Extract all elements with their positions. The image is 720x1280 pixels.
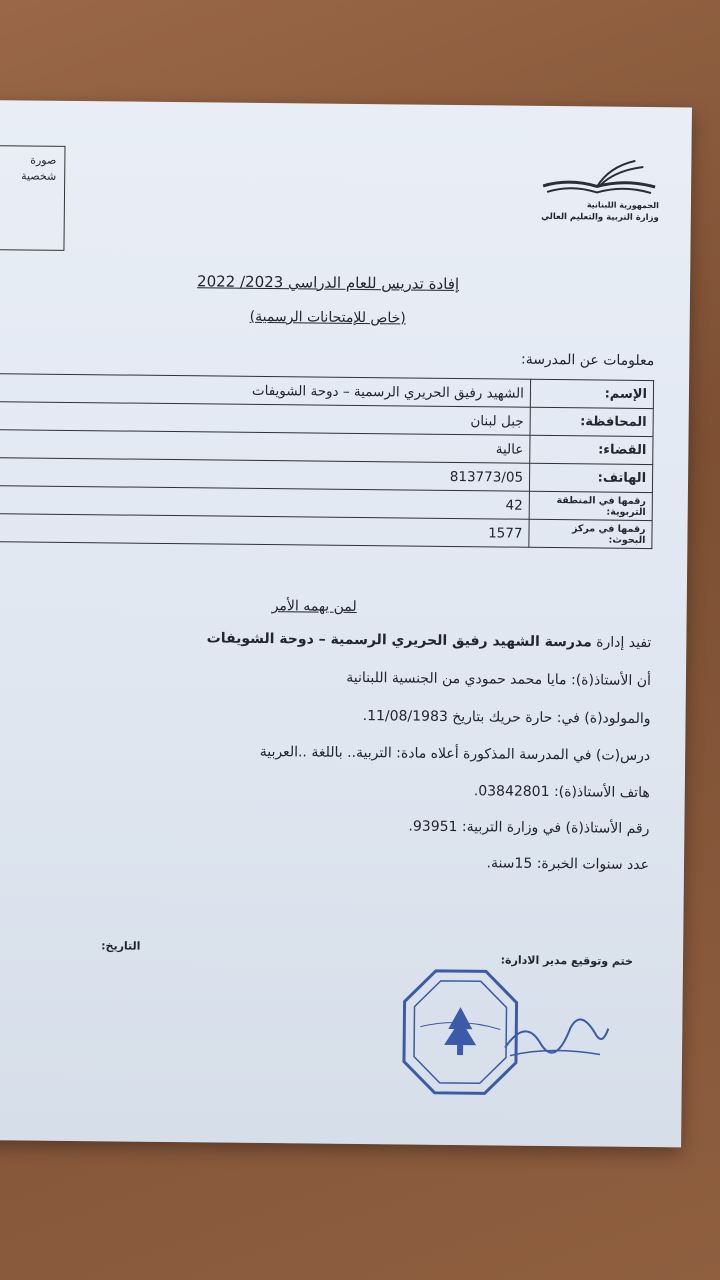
table-row [0,513,652,548]
school-info-label: معلومات عن المدرسة: [520,351,655,370]
document-subtitle: (خاص للإمتحانات الرسمية) [249,308,406,327]
row-label: القضاء: [530,435,653,464]
signature-scribble [500,998,611,1069]
cedar-icon [444,1007,476,1045]
body-line-teacher: أن الأستاذ(ة): مايا محمد حمودي من الجنسية اللبنانية [346,669,652,690]
row-value: الشهيد رفيق الحريري الرسمية – دوحة الشويفات [0,373,531,407]
row-label: المحافظة: [530,407,653,436]
row-label: الهاتف: [529,463,652,492]
personal-photo-box [0,145,66,251]
ministry-logo [539,156,660,232]
row-value: جبل لبنان [0,401,530,435]
row-value: 42 [0,485,529,519]
body-line-birth: والمولود(ة) في: حارة حريك بتاريخ 11/08/1983. [362,708,651,728]
row-label: الإسم: [530,379,653,408]
body-line-phone: هاتف الأستاذ(ة): 03842801. [473,783,650,802]
body-line-ministry-number: رقم الأستاذ(ة) في وزارة التربية: 93951. [408,818,650,838]
photo-box-line1: صورة [30,153,57,167]
body-line-school [207,630,652,651]
school-info-table [0,373,654,549]
row-value: 1577 [0,513,529,547]
ministry-text: وزارة التربية والتعليم العالي [541,211,659,224]
photo-box-line2: شخصية [21,169,57,183]
date-label: التاريخ: [101,939,141,953]
addressee-heading: لمن يهمه الأمر [271,598,357,615]
body-line-subject: درس(ت) في المدرسة المذكورة أعلاه مادة: التربية.. باللغة ..العربية [259,743,651,765]
open-book-icon [539,156,659,201]
document-title: إفادة تدريس للعام الدراسي 2023/ 2022 [196,272,460,294]
row-value: 813773/05 [0,457,530,491]
body-line-experience: عدد سنوات الخبرة: 15سنة. [486,855,650,874]
row-value: عالية [0,429,530,463]
republic-text: الجمهورية اللبنانية [586,200,659,211]
body-line-prefix: تفيد إدارة [596,634,652,652]
signature-label: ختم وتوقيع مدير الادارة: [500,953,634,968]
row-label: رقمها في المنطقة التربوية: [529,491,652,520]
body-line-school-name: مدرسة الشهيد رفيق الحريري الرسمية – دوحة الشويفات [206,630,592,651]
row-label: رقمها في مركز البحوث: [529,519,652,548]
document-page [0,100,692,1147]
